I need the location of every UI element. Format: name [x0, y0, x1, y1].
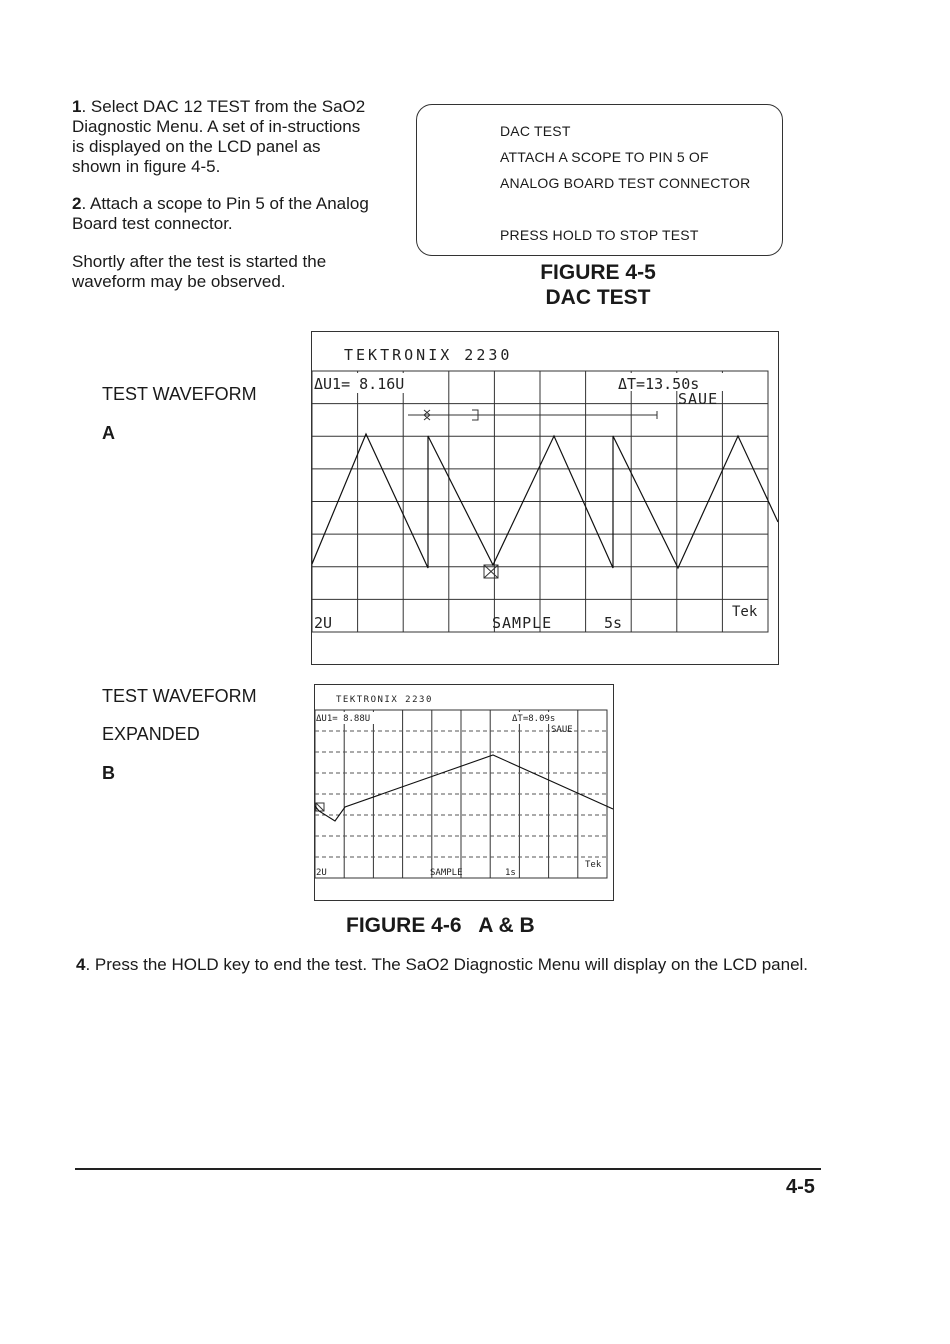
- scope-b-volts-per-div: 2U: [316, 868, 327, 878]
- scope-a-title: TEKTRONIX 2230: [344, 346, 513, 364]
- step-1-text: . Select DAC 12 TEST from the SaO2 Diagnostic Menu. A set of in-structions is displayed on the LCD panel as shown in figure 4-5.: [72, 97, 366, 176]
- scope-b-expanded-waveform: [315, 755, 613, 821]
- step-2-text: . Attach a scope to Pin 5 of the Analog Board test connector.: [72, 194, 369, 233]
- scope-a-graphic: [312, 332, 778, 664]
- figure-4-5-number: FIGURE 4-5: [540, 261, 656, 284]
- page-number: 4-5: [786, 1176, 815, 1198]
- waveform-a-label: TEST WAVEFORM: [102, 384, 257, 404]
- lcd-line-2: ATTACH A SCOPE TO PIN 5 OF: [500, 149, 709, 165]
- lcd-panel-display: [416, 104, 783, 256]
- step-1: [72, 97, 372, 177]
- lcd-line-1: DAC TEST: [500, 123, 571, 139]
- lcd-line-4: PRESS HOLD TO STOP TEST: [500, 227, 699, 243]
- scope-a-volts-per-div: 2U: [314, 614, 333, 632]
- waveform-a-letter: A: [102, 423, 115, 443]
- scope-a-brand: Tek: [732, 604, 758, 620]
- footer-rule: [75, 1168, 821, 1170]
- waveform-b-label: TEST WAVEFORM: [102, 686, 257, 706]
- figure-4-5-title: DAC TEST: [545, 286, 651, 309]
- scope-b-cursor-marker: [316, 803, 324, 811]
- scope-a-time-delta: ΔT=13.50s: [618, 375, 700, 393]
- scope-b-mode: SAMPLE: [430, 868, 463, 878]
- figure-4-6-caption: FIGURE 4-6 A & B: [346, 914, 535, 937]
- waveform-b-expanded-label: EXPANDED: [102, 724, 200, 744]
- step-2-number: 2: [72, 194, 82, 213]
- scope-a-grid: [312, 371, 768, 632]
- step-4: [76, 955, 821, 975]
- scope-b-voltage-delta: ΔU1= 8.88U: [316, 714, 371, 724]
- step-4-text: . Press the HOLD key to end the test. The SaO2 Diagnostic Menu will display on the LCD panel.: [85, 955, 809, 974]
- scope-b-title: TEKTRONIX 2230: [336, 695, 433, 705]
- scope-b-brand: Tek: [585, 860, 602, 870]
- waveform-b-letter: B: [102, 763, 115, 783]
- figure-4-5-caption: [498, 260, 698, 310]
- scope-screen-a: [311, 331, 779, 665]
- scope-a-time-per-div: 5s: [604, 614, 623, 632]
- scope-b-graphic: [315, 685, 613, 900]
- step-4-number: 4: [76, 955, 86, 974]
- lcd-line-3: ANALOG BOARD TEST CONNECTOR: [500, 175, 751, 191]
- scope-b-save-indicator: SAUE: [551, 725, 573, 735]
- step-1-number: 1: [72, 97, 82, 116]
- scope-a-save-indicator: SAUE: [678, 390, 719, 408]
- scope-b-time-per-div: 1s: [505, 868, 516, 878]
- scope-screen-b: [314, 684, 614, 901]
- step-2: [72, 194, 372, 234]
- scope-b-time-delta: ΔT=8.09s: [512, 714, 556, 724]
- scope-a-mode: SAMPLE: [492, 614, 553, 632]
- scope-a-voltage-delta: ΔU1= 8.16U: [314, 375, 405, 393]
- scope-a-cursor-markers: [408, 410, 657, 578]
- observation-note: Shortly after the test is started the waveform may be observed.: [72, 252, 327, 291]
